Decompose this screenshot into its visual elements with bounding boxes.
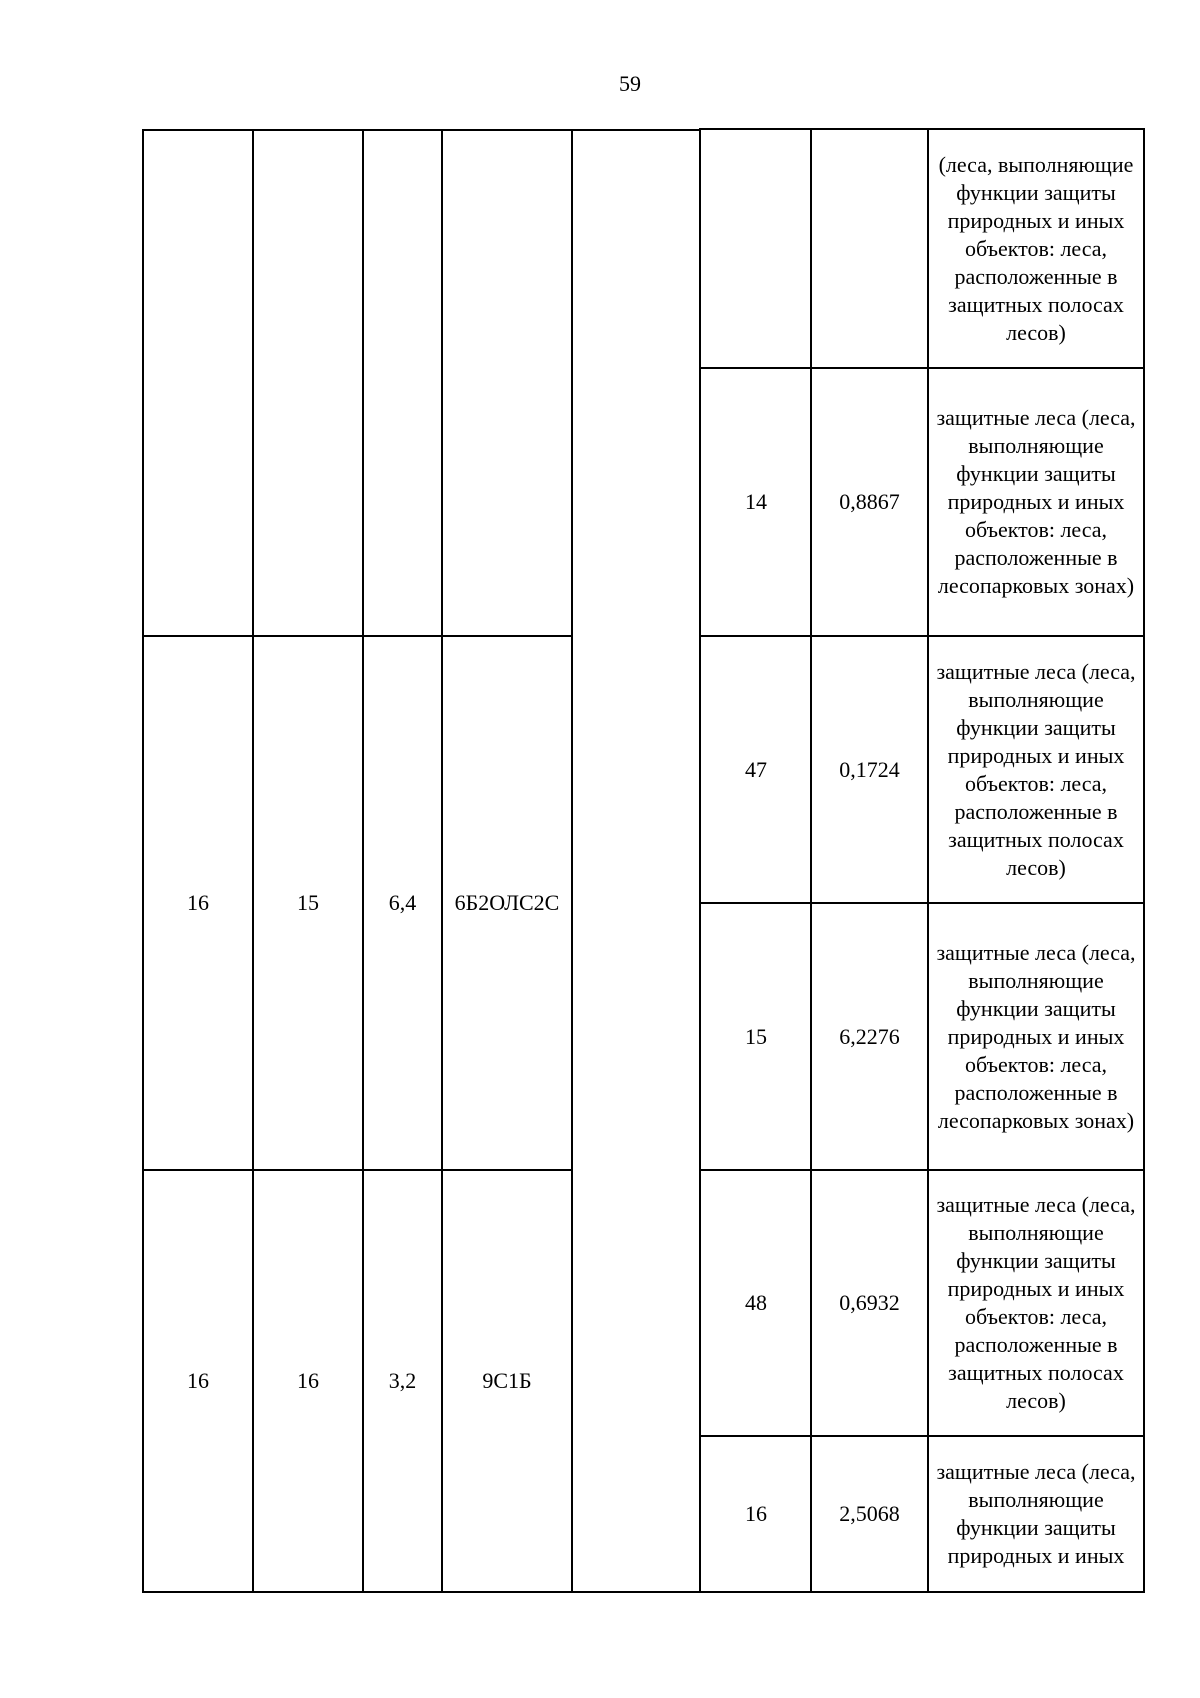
cell-forest-category: защитные леса (леса, выполняющие функции защиты природных и иных (936, 1459, 1136, 1568)
cell-block-number (143, 130, 253, 636)
table-border (810, 129, 812, 1593)
table-border (699, 128, 1145, 130)
table-border (699, 1169, 1145, 1171)
table-border (699, 635, 1145, 637)
table-border (699, 367, 1145, 369)
cell-subcompartment-area: 6,2276 (839, 1023, 900, 1049)
table-border (571, 129, 573, 1593)
cell-compartment-number: 16 (297, 1368, 319, 1393)
cell-forest-category: (леса, выполняющие функции защиты природных и иных объектов: леса, расположенные в защитных полосах лесов) (938, 152, 1134, 345)
cell-subcompartment-number: 47 (745, 756, 767, 782)
cell-subcompartment-area: 2,5068 (839, 1501, 900, 1526)
table-border (362, 129, 364, 1593)
cell-block-number: 16 (187, 1368, 209, 1393)
cell-forest-category: защитные леса (леса, выполняющие функции защиты природных и иных объектов: леса, расположенные в защитных полосах лесов) (936, 658, 1136, 880)
table-border (142, 129, 144, 1593)
cell-forest-category: защитные леса (леса, выполняющие функции защиты природных и иных объектов: леса, расположенные в лесопарковых зонах) (936, 939, 1136, 1133)
table-border (573, 129, 701, 131)
table-border (142, 1591, 1145, 1593)
cell-forest-category: защитные леса (леса, выполняющие функции защиты природных и иных объектов: леса, расположенные в защитных полосах лесов) (936, 1192, 1136, 1413)
cell-compartment-number: 15 (297, 890, 319, 915)
cell-composition: 9С1Б (482, 1368, 532, 1393)
table-border (252, 129, 254, 1593)
table-border (1143, 129, 1145, 1593)
table-border (142, 635, 573, 637)
cell-subcompartment-area: 0,6932 (839, 1290, 900, 1315)
cell-subcompartment-number: 16 (745, 1501, 767, 1526)
cell-subcompartment-number: 15 (745, 1023, 767, 1049)
page-number: 59 (619, 71, 641, 96)
table-border (699, 1435, 1145, 1437)
cell-area: 6,4 (388, 890, 417, 915)
table-border (699, 129, 701, 1593)
cell-subcompartment-number (701, 130, 811, 368)
cell-subcompartment-area: 0,1724 (839, 756, 900, 782)
table-border (699, 902, 1145, 904)
cell-subcompartment-number: 14 (745, 489, 767, 514)
cell-merged-column (572, 130, 700, 1592)
table-border (441, 129, 443, 1593)
cell-block-number: 16 (187, 890, 209, 915)
cell-subcompartment-area: 0,8867 (839, 489, 900, 514)
table-border (927, 129, 929, 1593)
cell-subcompartment-number: 48 (745, 1290, 767, 1315)
cell-area: 3,2 (388, 1368, 417, 1393)
table-border (142, 129, 573, 131)
cell-compartment-number (253, 130, 363, 636)
cell-composition: 6Б2ОЛС2С (454, 890, 560, 915)
table-border (142, 1169, 573, 1171)
cell-subcompartment-area (811, 130, 928, 368)
cell-forest-category: защитные леса (леса, выполняющие функции защиты природных и иных объектов: леса, расположенные в лесопарковых зонах) (936, 405, 1136, 598)
cell-area (363, 130, 442, 636)
cell-composition (442, 130, 572, 636)
